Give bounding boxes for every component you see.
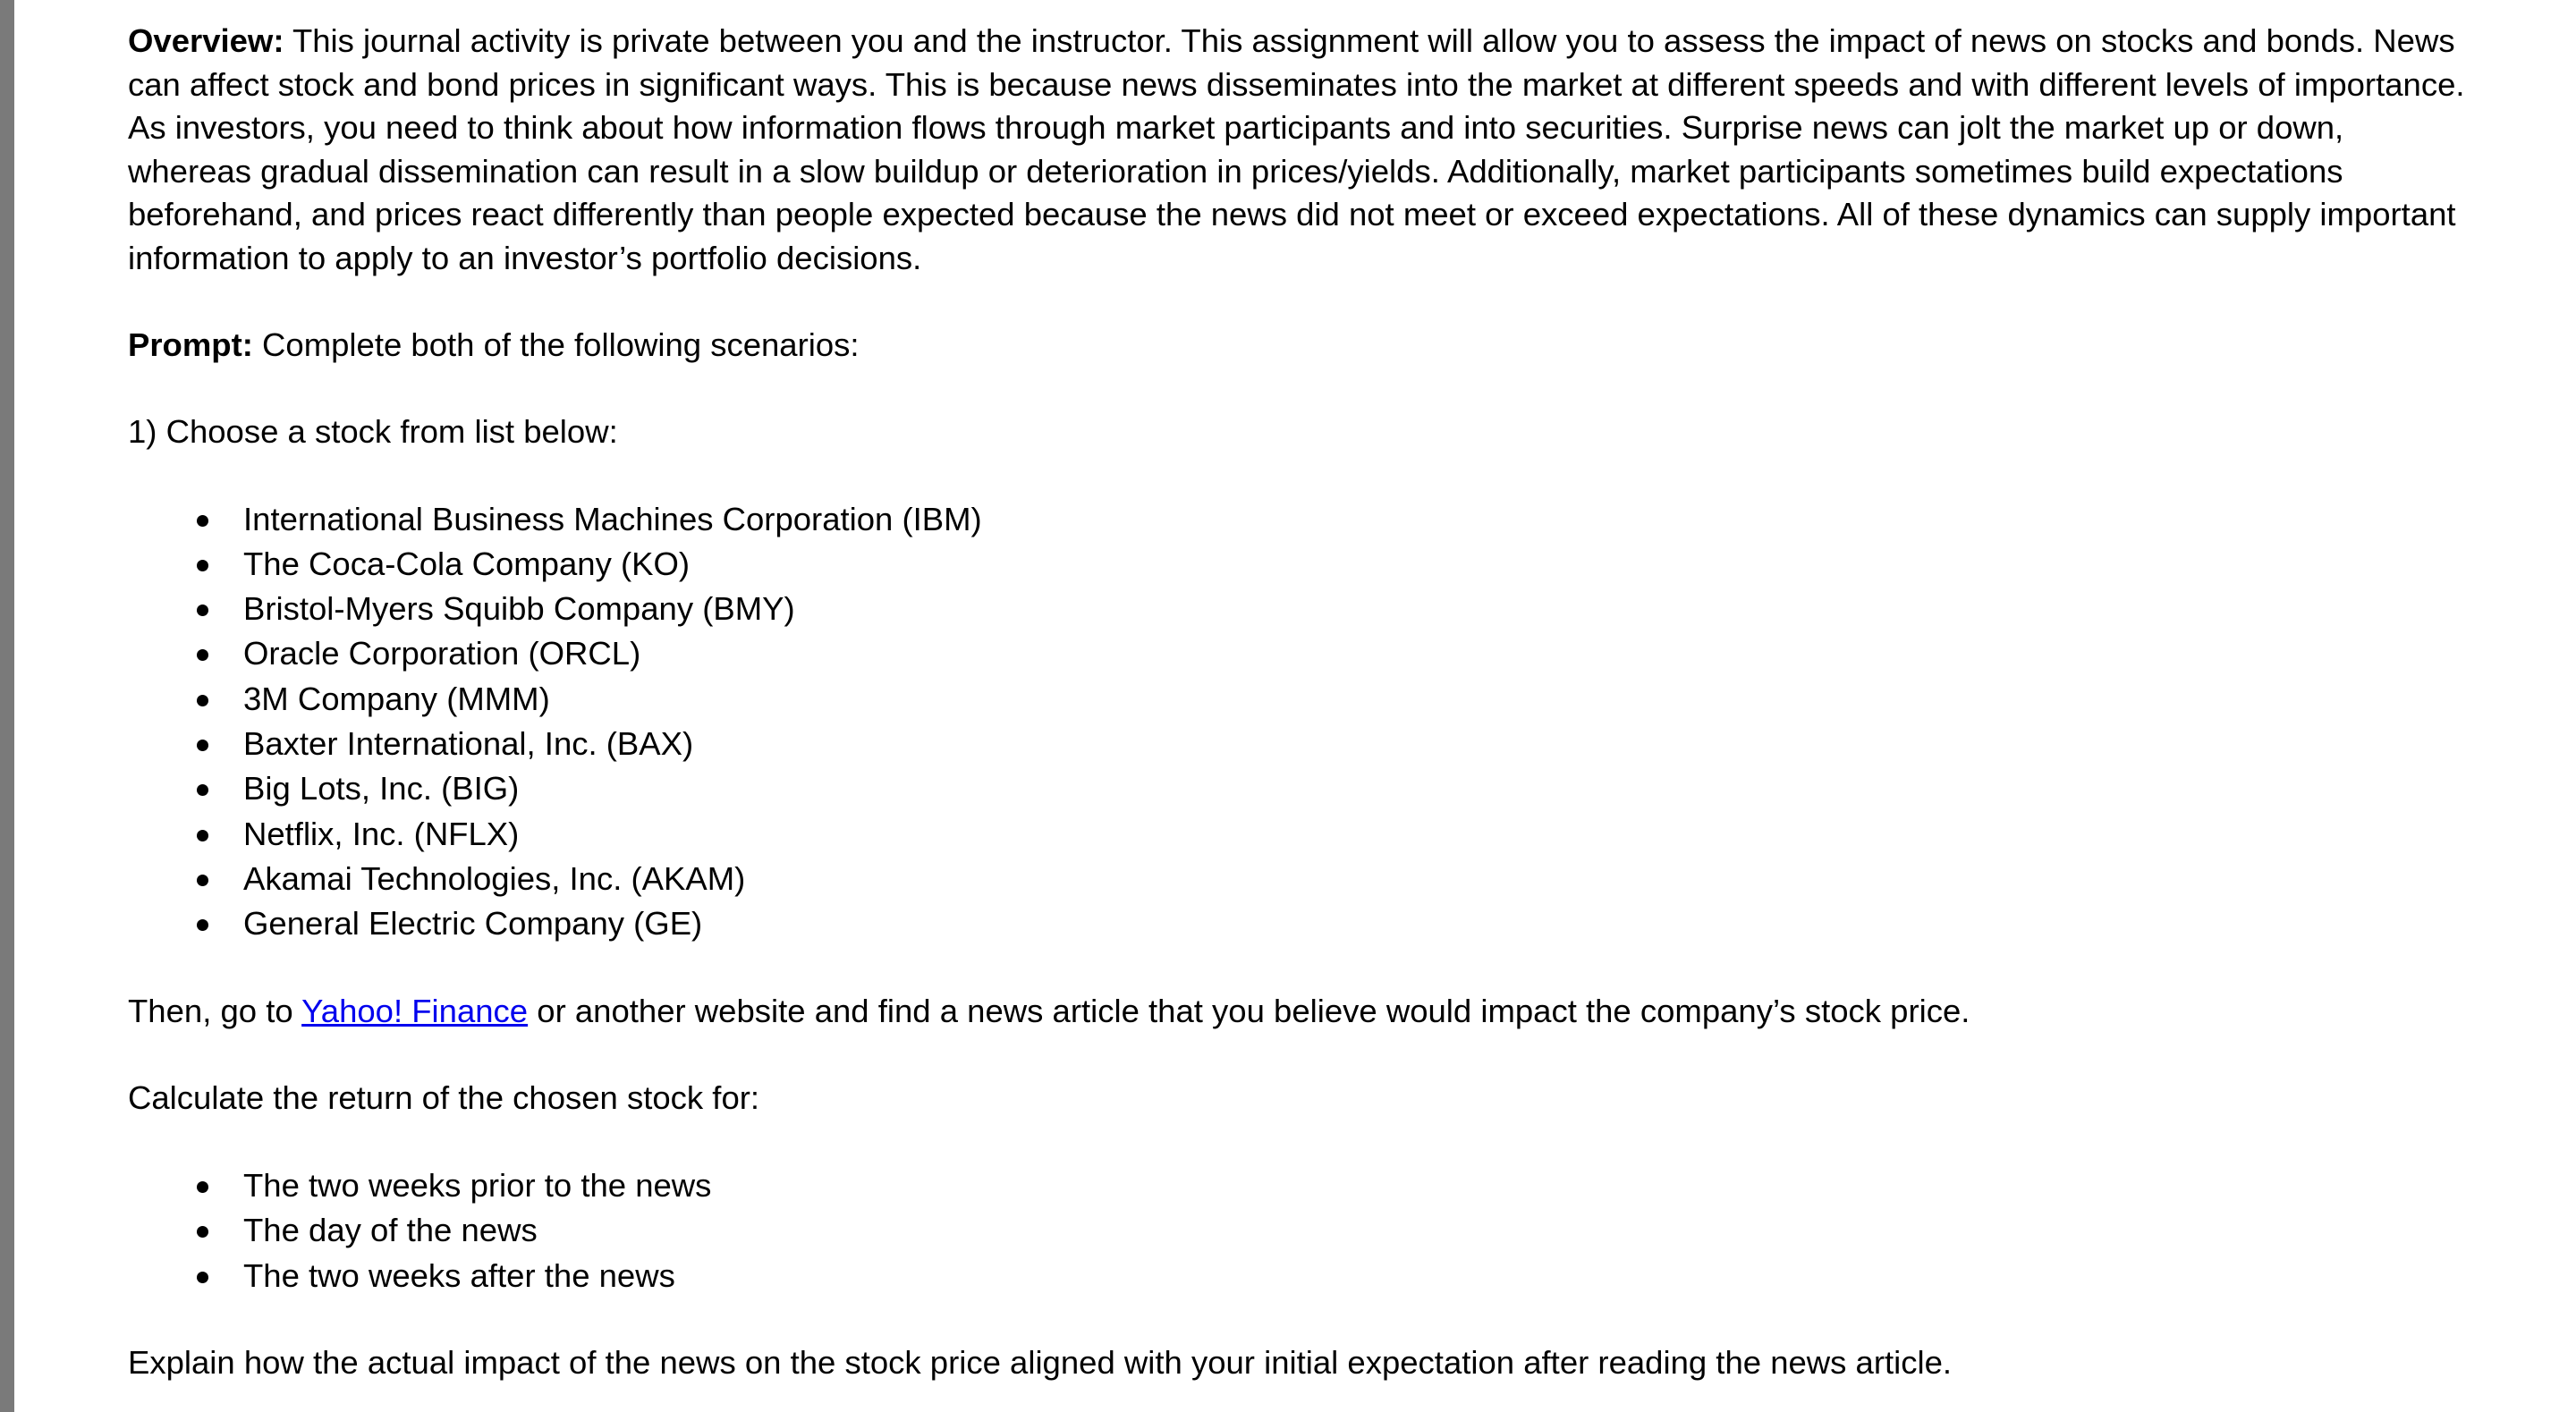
prompt-label: Prompt:	[128, 326, 253, 363]
stock-list-item	[128, 587, 2471, 631]
bullet-icon	[197, 1272, 208, 1283]
stock-name: Akamai Technologies, Inc. (AKAM)	[243, 859, 746, 897]
stock-list-item	[128, 677, 2471, 722]
stock-name: The Coca-Cola Company (KO)	[243, 545, 691, 582]
bullet-icon	[197, 605, 208, 616]
stock-list-item	[128, 857, 2471, 901]
period-list-item	[128, 1208, 2471, 1253]
bullet-icon	[197, 784, 208, 796]
yahoo-finance-link[interactable]: Yahoo! Finance	[301, 992, 529, 1029]
overview-label: Overview:	[128, 22, 284, 59]
overview-paragraph	[128, 20, 2471, 280]
stock-name: Netflix, Inc. (NFLX)	[243, 815, 520, 852]
stock-name: 3M Company (MMM)	[243, 680, 550, 717]
overview-text: This journal activity is private between you and the instructor. This assignment will allow you to assess the impact of news on stocks and bonds. News can affect stock and bond prices in significant ways. This is because news disseminates into the market at different speeds and with different levels of importance. As investors, you need to think about how information flows through market participants and into securities. Surprise news can jolt the market up or down, whereas gradual dissemination can result in a slow buildup or deterioration in prices/yields. Additionally, market participants sometimes build expectations beforehand, and prices react differently than people expected because the news did not meet or exceed expectations. All of these dynamics can supply important information to apply to an investor’s portfolio decisions.	[128, 22, 2465, 276]
bullet-icon	[197, 740, 208, 751]
bullet-icon	[197, 695, 208, 706]
stock-name: General Electric Company (GE)	[243, 905, 703, 943]
bullet-icon	[197, 830, 208, 841]
period-text: The two weeks after the news	[243, 1256, 675, 1294]
stock-list-item	[128, 812, 2471, 857]
stock-name: Baxter International, Inc. (BAX)	[243, 724, 694, 762]
period-list-item	[128, 1163, 2471, 1208]
stock-list-item	[128, 497, 2471, 542]
stock-list-item	[128, 542, 2471, 587]
prompt-paragraph	[128, 324, 2471, 368]
period-text: The day of the news	[243, 1212, 538, 1249]
stock-list-item	[128, 631, 2471, 676]
then-text-after: or another website and find a news article that you believe would impact the company’s stock price.	[528, 992, 1970, 1029]
explain-paragraph: Explain how the actual impact of the news on the stock price aligned with your initial expectation after reading the news article.	[128, 1344, 1953, 1382]
then-text-before: Then, go to	[128, 992, 302, 1029]
calculate-paragraph: Calculate the return of the chosen stock for:	[128, 1078, 760, 1116]
stock-name: Bristol-Myers Squibb Company (BMY)	[243, 590, 795, 628]
period-list-item	[128, 1254, 2471, 1298]
period-list	[128, 1163, 2471, 1298]
step-1-heading: 1) Choose a stock from list below:	[128, 412, 618, 450]
then-paragraph	[128, 990, 2471, 1034]
document-body	[128, 20, 2471, 1385]
document-page	[14, 0, 2576, 1412]
bullet-icon	[197, 1226, 208, 1238]
period-text: The two weeks prior to the news	[243, 1166, 712, 1204]
stock-name: Oracle Corporation (ORCL)	[243, 635, 641, 672]
bullet-icon	[197, 919, 208, 931]
stock-list-item	[128, 901, 2471, 946]
stock-list-item	[128, 766, 2471, 811]
stock-list-item	[128, 722, 2471, 766]
bullet-icon	[197, 875, 208, 886]
bullet-icon	[197, 515, 208, 527]
stock-list	[128, 497, 2471, 947]
stock-name: Big Lots, Inc. (BIG)	[243, 770, 520, 807]
bullet-icon	[197, 1181, 208, 1193]
stock-name: International Business Machines Corporation (IBM)	[243, 500, 982, 537]
bullet-icon	[197, 649, 208, 661]
prompt-text: Complete both of the following scenarios:	[252, 326, 860, 363]
bullet-icon	[197, 560, 208, 571]
